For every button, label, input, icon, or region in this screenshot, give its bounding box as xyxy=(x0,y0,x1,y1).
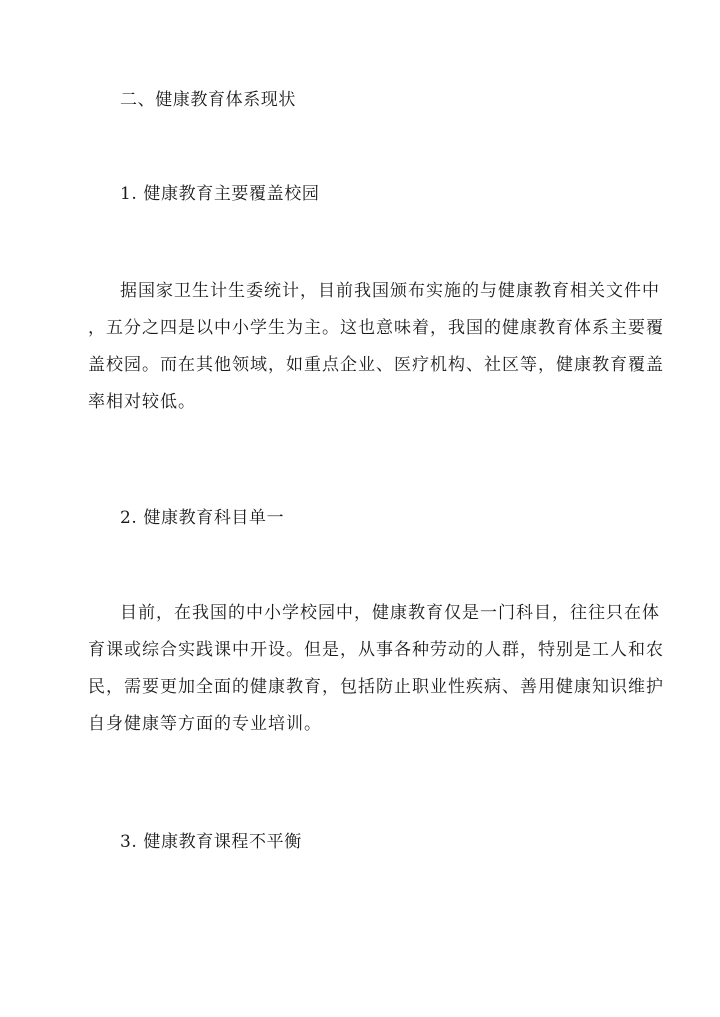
paragraph-line: 自身健康等方面的专业培训。 xyxy=(88,714,322,734)
section-heading: 二、健康教育体系现状 xyxy=(120,90,296,110)
paragraph-line: 育课或综合实践课中开设。但是，从事各种劳动的人群，特别是工人和农 xyxy=(88,640,664,660)
paragraph-line: 率相对较低。 xyxy=(88,392,196,412)
item-1-heading: 1. 健康教育主要覆盖校园 xyxy=(120,184,320,204)
paragraph-line: 盖校园。而在其他领域，如重点企业、医疗机构、社区等，健康教育覆盖 xyxy=(88,355,664,375)
paragraph-line: 据国家卫生计生委统计，目前我国颁布实施的与健康教育相关文件中 xyxy=(120,281,660,301)
paragraph-line: ，五分之四是以中小学生为主。这也意味着，我国的健康教育体系主要覆 xyxy=(88,318,664,338)
paragraph-line: 目前，在我国的中小学校园中，健康教育仅是一门科目，往往只在体 xyxy=(120,603,660,623)
item-2-heading: 2. 健康教育科目单一 xyxy=(120,508,285,528)
paragraph-line: 民，需要更加全面的健康教育，包括防止职业性疾病、善用健康知识维护 xyxy=(88,677,664,697)
item-3-heading: 3. 健康教育课程不平衡 xyxy=(120,832,302,852)
